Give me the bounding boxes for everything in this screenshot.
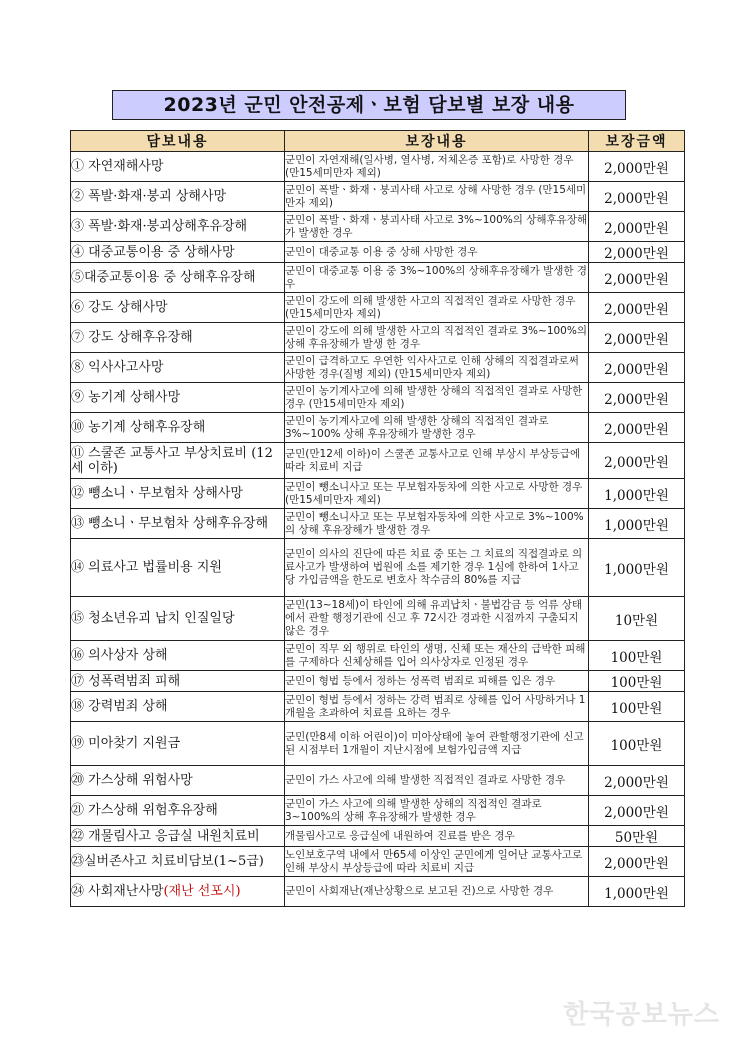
row-desc: 군민이 형법 등에서 정하는 성폭력 범죄로 피해를 입은 경우	[285, 671, 589, 692]
row-amount: 100만원	[589, 641, 685, 671]
row-item: ⑮ 청소년유괴 납치 인질일당	[71, 597, 285, 641]
row-desc: 군민이 뺑소니사고 또는 무보험자동차에 의한 사고로 3%~100%의 상해 후유장해가 발생한 경우	[285, 509, 589, 539]
row-amount: 50만원	[589, 826, 685, 847]
row-amount: 1,000만원	[589, 539, 685, 597]
table-row	[71, 323, 685, 353]
row-item: ② 폭발·화재·붕괴 상해사망	[71, 182, 285, 212]
row-amount: 2,000만원	[589, 263, 685, 293]
table-row	[71, 766, 685, 796]
row-amount: 2,000만원	[589, 242, 685, 263]
page-title: 2023년 군민 안전공제ㆍ보험 담보별 보장 내용	[112, 90, 626, 120]
row-item: ⑩ 농기계 상해후유장해	[71, 413, 285, 443]
row-amount: 2,000만원	[589, 353, 685, 383]
row-item: ⑤대중교통이용 중 상해후유장해	[71, 263, 285, 293]
row-desc: 군민이 자연재해(일사병, 열사병, 저체온증 포함)로 사망한 경우 (만15세미만자 제외)	[285, 152, 589, 182]
row-desc: 군민이 직무 외 행위로 타인의 생명, 신체 또는 재산의 급박한 피해를 구제하다 신체상해를 입어 의사상자로 인정된 경우	[285, 641, 589, 671]
table-row	[71, 509, 685, 539]
table-row	[71, 877, 685, 907]
row-amount: 100만원	[589, 671, 685, 692]
row-desc: 군민이 농기계사고에 의해 발생한 상해의 직접적인 결과로 3%~100% 상해 후유장해가 발생한 경우	[285, 413, 589, 443]
watermark: 한국공보뉴스	[563, 1000, 720, 1030]
row-item: ④ 대중교통이용 중 상해사망	[71, 242, 285, 263]
table-row	[71, 641, 685, 671]
row-amount: 1,000만원	[589, 479, 685, 509]
table-row	[71, 539, 685, 597]
row-desc: 군민이 강도에 의해 발생한 사고의 직접적인 결과로 3%~100%의 상해 후유장해가 발생 한 경우	[285, 323, 589, 353]
row-amount: 100만원	[589, 722, 685, 766]
row-item: ③ 폭발·화재·붕괴상해후유장해	[71, 212, 285, 242]
row-desc: 군민이 강도에 의해 발생한 사고의 직접적인 결과로 사망한 경우 (만15세미만자 제외)	[285, 293, 589, 323]
row-amount: 1,000만원	[589, 877, 685, 907]
header-item: 담보내용	[71, 131, 285, 152]
row-item: ⑫ 뺑소니ㆍ무보험차 상해사망	[71, 479, 285, 509]
table-row	[71, 479, 685, 509]
table-row	[71, 212, 685, 242]
table-row	[71, 263, 685, 293]
row-amount: 100만원	[589, 692, 685, 722]
table-row	[71, 413, 685, 443]
row-amount: 2,000만원	[589, 152, 685, 182]
row-desc: 군민이 뺑소니사고 또는 무보험자동차에 의한 사고로 사망한 경우 (만15세미만자 제외)	[285, 479, 589, 509]
row-item-label: ㉔ 사회재난사망	[71, 884, 164, 899]
row-desc: 개물림사고로 응급실에 내원하여 진료를 받은 경우	[285, 826, 589, 847]
table-row	[71, 597, 685, 641]
table-row	[71, 242, 685, 263]
table-row	[71, 847, 685, 877]
row-amount: 2,000만원	[589, 212, 685, 242]
row-desc: 군민이 급격하고도 우연한 익사사고로 인해 상해의 직접결과로써 사망한 경우(질병 제외) (만15세미만자 제외)	[285, 353, 589, 383]
row-desc: 군민이 폭발ㆍ화재ㆍ붕괴사태 사고로 3%~100%의 상해후유장해가 발생한 경우	[285, 212, 589, 242]
table-row	[71, 383, 685, 413]
row-desc: 군민(만12세 이하)이 스쿨존 교통사고로 인해 부상시 부상등급에 따라 치료비 지급	[285, 443, 589, 479]
row-amount: 2,000만원	[589, 796, 685, 826]
row-amount: 2,000만원	[589, 766, 685, 796]
row-amount: 2,000만원	[589, 323, 685, 353]
row-item: ⑦ 강도 상해후유장해	[71, 323, 285, 353]
row-item: ⑰ 성폭력범죄 피해	[71, 671, 285, 692]
row-item: ⑨ 농기계 상해사망	[71, 383, 285, 413]
row-item: ⑥ 강도 상해사망	[71, 293, 285, 323]
row-desc: 군민이 사회재난(재난상황으로 보고된 건)으로 사망한 경우	[285, 877, 589, 907]
row-desc: 군민이 의사의 진단에 따른 치료 중 또는 그 치료의 직접결과로 의료사고가 발생하여 법원에 소를 제기한 경우 1심에 한하여 1사고당 가입금액을 한도로 변호사 착수금의 80%를 지급	[285, 539, 589, 597]
disaster-declaration-note: (재난 선포시)	[163, 884, 241, 899]
row-desc: 군민이 대중교통 이용 중 3%~100%의 상해후유장해가 발생한 경우	[285, 263, 589, 293]
row-item: ⑬ 뺑소니ㆍ무보험차 상해후유장해	[71, 509, 285, 539]
table-row	[71, 353, 685, 383]
table-row	[71, 152, 685, 182]
row-item: ⑯ 의사상자 상해	[71, 641, 285, 671]
row-amount: 2,000만원	[589, 847, 685, 877]
row-desc: 노인보호구역 내에서 만65세 이상인 군민에게 일어난 교통사고로 인해 부상시 부상등급에 따라 치료비 지급	[285, 847, 589, 877]
row-amount: 2,000만원	[589, 293, 685, 323]
row-item: ⑪ 스쿨존 교통사고 부상치료비 (12세 이하)	[71, 443, 285, 479]
row-amount: 2,000만원	[589, 182, 685, 212]
table-row	[71, 443, 685, 479]
table-row	[71, 692, 685, 722]
row-desc: 군민이 가스 사고에 의해 발생한 상해의 직접적인 결과로 3~100%의 상해 후유장해가 발생한 경우	[285, 796, 589, 826]
row-item: ⑭ 의료사고 법률비용 지원	[71, 539, 285, 597]
row-item: ㉓실버존사고 치료비담보(1~5급)	[71, 847, 285, 877]
row-desc: 군민이 형법 등에서 정하는 강력 범죄로 상해를 입어 사망하거나 1개월을 초과하여 치료를 요하는 경우	[285, 692, 589, 722]
row-item: ⑱ 강력범죄 상해	[71, 692, 285, 722]
coverage-table	[70, 130, 685, 907]
row-amount: 2,000만원	[589, 413, 685, 443]
table-row	[71, 293, 685, 323]
row-item: ① 자연재해사망	[71, 152, 285, 182]
table-row	[71, 722, 685, 766]
header-desc: 보장내용	[285, 131, 589, 152]
table-row	[71, 671, 685, 692]
row-item: ⑳ 가스상해 위험사망	[71, 766, 285, 796]
header-amount: 보장금액	[589, 131, 685, 152]
row-item: ㉒ 개물림사고 응급실 내원치료비	[71, 826, 285, 847]
table-row	[71, 826, 685, 847]
row-desc: 군민(만8세 이하 어린이)이 미아상태에 놓여 관할행정기관에 신고된 시점부터 1개월이 지난시점에 보험가입금액 지급	[285, 722, 589, 766]
row-desc: 군민이 농기계사고에 의해 발생한 상해의 직접적인 결과로 사망한 경우 (만15세미만자 제외)	[285, 383, 589, 413]
row-item: ⑧ 익사사고사망	[71, 353, 285, 383]
table-header-row	[71, 131, 685, 152]
row-desc: 군민(13~18세)이 타인에 의해 유괴납치ㆍ불법감금 등 억류 상태에서 관할 행정기관에 신고 후 72시간 경과한 시점까지 구출되지 않은 경우	[285, 597, 589, 641]
row-item: ⑲ 미아찾기 지원금	[71, 722, 285, 766]
row-amount: 10만원	[589, 597, 685, 641]
row-desc: 군민이 가스 사고에 의해 발생한 직접적인 결과로 사망한 경우	[285, 766, 589, 796]
row-amount: 2,000만원	[589, 443, 685, 479]
row-item	[71, 877, 285, 907]
row-desc: 군민이 폭발ㆍ화재ㆍ붕괴사태 사고로 상해 사망한 경우 (만15세미만자 제외)	[285, 182, 589, 212]
table-row	[71, 796, 685, 826]
row-amount: 1,000만원	[589, 509, 685, 539]
row-amount: 2,000만원	[589, 383, 685, 413]
table-row	[71, 182, 685, 212]
row-desc: 군민이 대중교통 이용 중 상해 사망한 경우	[285, 242, 589, 263]
row-item: ㉑ 가스상해 위험후유장해	[71, 796, 285, 826]
